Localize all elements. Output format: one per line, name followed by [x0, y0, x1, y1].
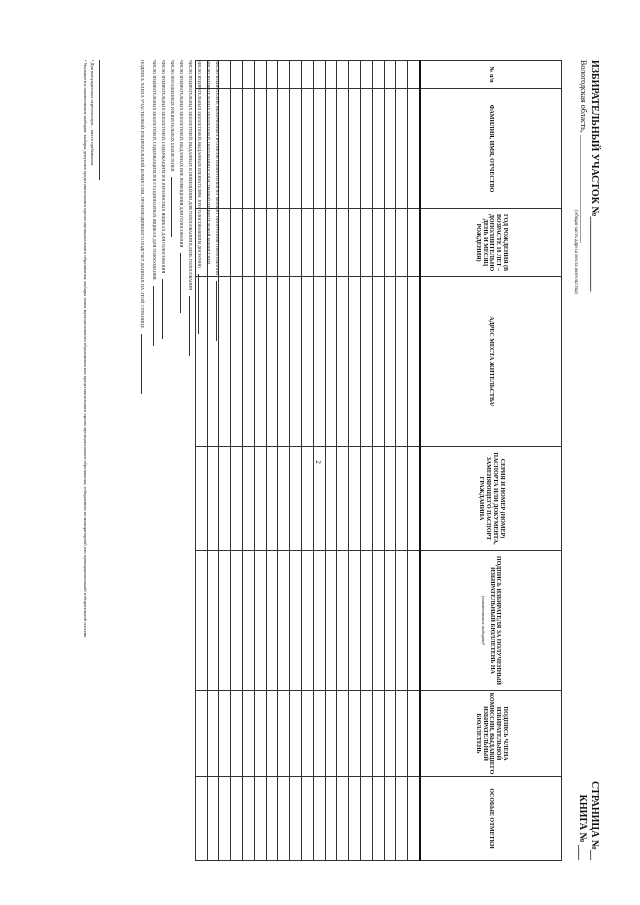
table-cell [325, 777, 337, 861]
table-cell [231, 209, 243, 277]
table-cell [372, 447, 384, 551]
district-label: ИЗБИРАТЕЛЬНЫЙ УЧАСТОК №_______________ [589, 60, 600, 292]
table-cell [325, 447, 337, 551]
table-cell [254, 277, 266, 447]
table-cell [337, 691, 349, 777]
table-cell [325, 209, 337, 277]
table-cell [266, 447, 278, 551]
totals-line [195, 60, 204, 860]
table-cell [337, 209, 349, 277]
table-row [325, 61, 337, 861]
table-row [290, 61, 302, 861]
totals-line [150, 60, 159, 860]
table-cell [349, 691, 361, 777]
page-number: 2 [313, 460, 322, 464]
totals-line-blank [153, 286, 158, 346]
table-body [195, 61, 420, 861]
table-cell [278, 61, 290, 89]
table-cell [361, 691, 373, 777]
table-cell [243, 551, 255, 691]
table-cell [325, 691, 337, 777]
table-cell [384, 61, 396, 89]
table-cell [396, 89, 408, 209]
footnote-2: ² Указывается наименование выборов: выборы депутатов представительного органа муниципального образования, выборы главы муниципального образования или представительного органа муниципального образования, избираемого по мажоритарной или пропорциональной избирательной системе. [83, 60, 88, 639]
table-cell [302, 89, 314, 209]
table-cell [337, 777, 349, 861]
table-row [396, 61, 408, 861]
column-header: ПОДПИСЬ ИЗБИРАТЕЛЯ ЗА ПОЛУЧЕННЫЙ ИЗБИРАТЕЛЬНЫЙ БЮЛЛЕТЕНЬ НА (наименование выборов)² [420, 551, 562, 691]
totals-line-blank [180, 253, 185, 313]
column-header: СЕРИЯ И НОМЕР (НОМЕР) ПАСПОРТА ИЛИ ДОКУМЕНТА, ЗАМЕНЯЮЩЕГО ПАСПОРТ ГРАЖДАНИНА [420, 447, 562, 551]
totals-line-label: ЧИСЛО ИЗБИРАТЕЛЬНЫХ БЮЛЛЕТЕНЕЙ, СОДЕРЖАЩИХСЯ В СТАЦИОНАРНЫХ ЯЩИКАХ ДЛЯ ГОЛОСОВАНИЯ [152, 60, 157, 280]
table-cell [372, 691, 384, 777]
table-cell [231, 89, 243, 209]
table-cell [337, 277, 349, 447]
table-cell [302, 277, 314, 447]
totals-line-blank [162, 279, 167, 339]
signature-blank [141, 334, 146, 394]
table-cell [408, 209, 420, 277]
table-cell [231, 551, 243, 691]
table-cell [361, 61, 373, 89]
totals-line [159, 60, 168, 860]
table-cell [396, 61, 408, 89]
table-cell [266, 777, 278, 861]
table-cell [290, 61, 302, 89]
table-cell [231, 691, 243, 777]
table-cell [408, 447, 420, 551]
table-cell [278, 209, 290, 277]
book-label: КНИГА № ___ [577, 794, 588, 860]
table-row [254, 61, 266, 861]
table-cell [231, 447, 243, 551]
table-cell [290, 777, 302, 861]
totals-line-blank [189, 296, 194, 356]
table-cell [361, 777, 373, 861]
table-cell [384, 447, 396, 551]
table-cell [349, 61, 361, 89]
footnotes [82, 60, 100, 860]
table-cell [254, 61, 266, 89]
table-cell [290, 691, 302, 777]
table-cell [361, 277, 373, 447]
table-cell [408, 61, 420, 89]
table-cell [290, 447, 302, 551]
rotated-page [40, 60, 600, 860]
totals-line-blank [207, 270, 212, 330]
page-label: СТРАНИЦА №__ [589, 780, 600, 860]
table-cell [361, 209, 373, 277]
table-cell [231, 277, 243, 447]
table-cell [325, 277, 337, 447]
column-header: ОСОБЫЕ ОТМЕТКИ [420, 777, 562, 861]
table-cell [384, 89, 396, 209]
totals-line-blank [216, 281, 221, 341]
table-cell [372, 89, 384, 209]
column-header: ГОД РОЖДЕНИЯ (В ВОЗРАСТЕ 18 ЛЕТ – ДОПОЛНИТЕЛЬНО ДЕНЬ И МЕСЯЦ РОЖДЕНИЯ) [420, 209, 562, 277]
address-note: (общая часть адреса места жительства) [573, 210, 578, 294]
table-cell [302, 691, 314, 777]
table-cell [384, 777, 396, 861]
table-cell [325, 551, 337, 691]
region-label: Вологодская область, ___________________________ [579, 60, 588, 243]
footnote-rule [99, 60, 100, 180]
table-cell [361, 447, 373, 551]
table-cell [372, 777, 384, 861]
table-cell [243, 277, 255, 447]
table-cell [313, 777, 325, 861]
table-cell [231, 61, 243, 89]
table-row [361, 61, 373, 861]
totals-line [186, 60, 195, 860]
table-cell [243, 61, 255, 89]
table-cell [278, 89, 290, 209]
table-cell [408, 89, 420, 209]
table-cell [396, 691, 408, 777]
table-row [278, 61, 290, 861]
totals-section [140, 60, 222, 860]
table-cell [243, 89, 255, 209]
table-cell [243, 777, 255, 861]
table-cell [408, 691, 420, 777]
table-cell [408, 777, 420, 861]
totals-line [168, 60, 177, 860]
table-cell [313, 447, 325, 551]
totals-lines [150, 60, 222, 860]
column-header: АДРЕС МЕСТА ЖИТЕЛЬСТВА¹ [420, 277, 562, 447]
table-cell [313, 551, 325, 691]
table-cell [266, 691, 278, 777]
totals-line [213, 60, 222, 860]
table-cell [349, 209, 361, 277]
page-content [40, 60, 600, 860]
table-cell [254, 447, 266, 551]
voter-list-table [195, 60, 562, 861]
table-cell [325, 61, 337, 89]
table-cell [290, 277, 302, 447]
table-cell [290, 89, 302, 209]
table-cell [396, 777, 408, 861]
table-cell [278, 277, 290, 447]
table-cell [243, 691, 255, 777]
table-cell [396, 277, 408, 447]
table-cell [372, 277, 384, 447]
table-cell [290, 551, 302, 691]
totals-line-blank [198, 274, 203, 334]
table-cell [313, 89, 325, 209]
totals-line-label: ЧИСЛО ИЗБИРАТЕЛЬНЫХ БЮЛЛЕТЕНЕЙ, ВЫДАННЫХ ВНЕ ПОМЕЩЕНИЯ ДЛЯ ГОЛОСОВАНИЯ [179, 60, 184, 248]
table-row [313, 61, 325, 861]
table-cell [349, 277, 361, 447]
table-row [266, 61, 278, 861]
table-cell [266, 89, 278, 209]
table-row [349, 61, 361, 861]
table-row [372, 61, 384, 861]
table-cell [254, 691, 266, 777]
table-cell [372, 551, 384, 691]
table-cell [384, 691, 396, 777]
table-cell [254, 209, 266, 277]
table-cell [349, 447, 361, 551]
totals-line-label: ЧИСЛО ИЗБИРАТЕЛЬНЫХ БЮЛЛЕТЕНЕЙ, ВЫДАННЫХ В ПОМЕЩЕНИИ ДЛЯ ГОЛОСОВАНИЯ В ДЕНЬ ГОЛОСОВАНИЯ [188, 60, 193, 290]
table-cell [266, 61, 278, 89]
table-cell [313, 691, 325, 777]
table-row [302, 61, 314, 861]
totals-line-label: ЧИСЛО ИЗБИРАТЕЛЬНЫХ БЮЛЛЕТЕНЕЙ, ПОЛУЧЕННЫХ УЧАСТКОВОЙ ИЗБИРАТЕЛЬНОЙ КОМИССИЕЙ [206, 60, 211, 265]
column-header: № п/п [420, 61, 562, 89]
table-row [384, 61, 396, 861]
table-cell [254, 89, 266, 209]
table-cell [278, 447, 290, 551]
table-cell [254, 777, 266, 861]
table-cell [337, 447, 349, 551]
table-cell [266, 209, 278, 277]
table-cell [266, 551, 278, 691]
table-cell [337, 61, 349, 89]
table-cell [302, 209, 314, 277]
table-cell [302, 61, 314, 89]
table-cell [396, 209, 408, 277]
table-row [337, 61, 349, 861]
column-header: ПОДПИСЬ ЧЛЕНА ИЗБИРАТЕЛЬНОЙ КОМИССИИ, ВЫДАВШЕГО ИЗБИРАТЕЛЬНЫЙ БЮЛЛЕТЕНЬ [420, 691, 562, 777]
table-cell [278, 551, 290, 691]
totals-line [204, 60, 213, 860]
totals-line-label: ЧИСЛО ИЗБИРАТЕЛЬНЫХ БЮЛЛЕТЕНЕЙ, СОДЕРЖАЩИХСЯ В ПЕРЕНОСНЫХ ЯЩИКАХ ДЛЯ ГОЛОСОВАНИЯ [161, 60, 166, 274]
table-cell [254, 551, 266, 691]
table-cell [290, 209, 302, 277]
table-cell [396, 447, 408, 551]
table-cell [278, 777, 290, 861]
table-cell [313, 209, 325, 277]
table-cell [266, 277, 278, 447]
table-cell [231, 777, 243, 861]
table-cell [243, 447, 255, 551]
totals-line-label: ЧИСЛО ИЗБИРАТЕЛЕЙ, ВКЛЮЧЕННЫХ В СПИСОК ИЗБИРАТЕЛЕЙ НА МОМЕНТ ОКОНЧАНИЯ ГОЛОСОВАНИЯ [215, 60, 220, 275]
table-cell [372, 61, 384, 89]
totals-line [177, 60, 186, 860]
table-cell [278, 691, 290, 777]
table-cell [372, 209, 384, 277]
table-row [408, 61, 420, 861]
table-cell [243, 209, 255, 277]
table-cell [384, 551, 396, 691]
table-cell [396, 551, 408, 691]
table-cell [302, 551, 314, 691]
table-cell [408, 277, 420, 447]
table-cell [361, 89, 373, 209]
table-cell [313, 277, 325, 447]
table-cell [325, 89, 337, 209]
column-header: ФАМИЛИЯ, ИМЯ, ОТЧЕСТВО [420, 89, 562, 209]
table-row [243, 61, 255, 861]
totals-line-label: ЧИСЛО ИЗБИРАТЕЛЬНЫХ БЮЛЛЕТЕНЕЙ, ВЫДАННЫХ ИЗБИРАТЕЛЯМ, ПРОГОЛОСОВАВШИМ ДОСРОЧНО [197, 60, 202, 269]
table-cell [337, 551, 349, 691]
table-cell [349, 551, 361, 691]
table-cell [302, 777, 314, 861]
table-header-row [420, 61, 562, 861]
signature-line [140, 60, 146, 860]
totals-line-blank [171, 177, 176, 237]
table-cell [302, 447, 314, 551]
table-cell [349, 89, 361, 209]
table-cell [349, 777, 361, 861]
totals-line-label: ЧИСЛО ПОГАШЕННЫХ ИЗБИРАТЕЛЬНЫХ БЮЛЛЕТЕНЕЙ [170, 60, 175, 172]
table-cell [337, 89, 349, 209]
table-row [231, 61, 243, 861]
table-cell [384, 209, 396, 277]
table-cell [313, 61, 325, 89]
footnote-1: ¹ Для вынужденных переселенцев – место пребывания. [90, 60, 95, 167]
table-cell [361, 551, 373, 691]
table-cell [408, 551, 420, 691]
table-cell [384, 277, 396, 447]
signature-label: ПОДПИСЬ ЧЛЕНА УЧАСТКОВОЙ ИЗБИРАТЕЛЬНОЙ КОМИССИИ, ПРОИЗВОДИВШЕГО ПОДСЧЕТ ДАННЫХ НА ЭТОЙ СТРАНИЦЕ [140, 60, 145, 329]
